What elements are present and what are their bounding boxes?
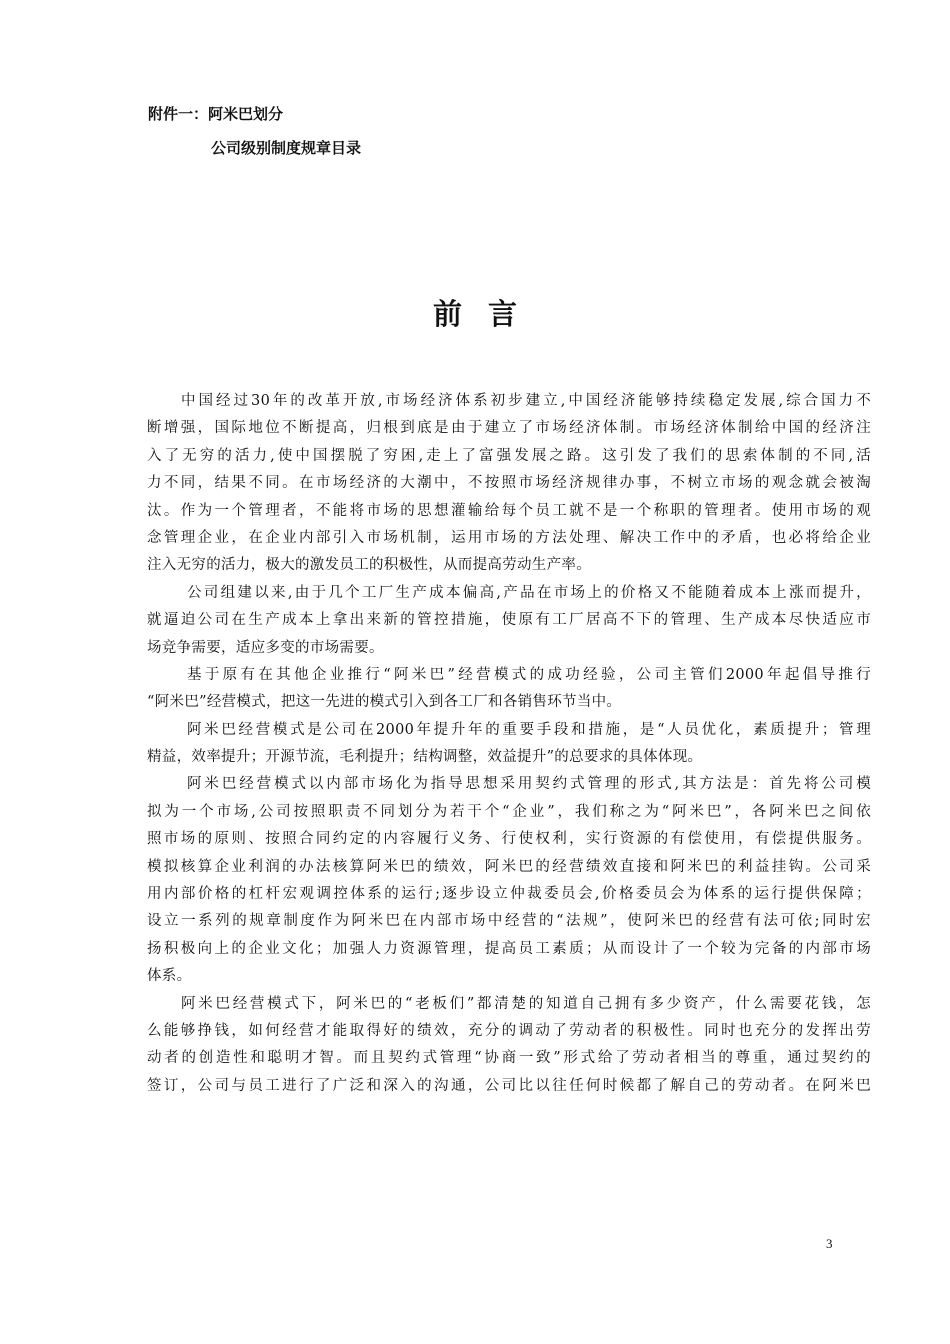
text-line: 精益，效率提升；开源节流，毛利提升；结构调整，效益提升”的总要求的具体体现。 xyxy=(147,749,703,766)
text-line: 入了无穷的活力,使中国摆脱了穷困,走上了富强发展之路。这引发了我们的思索体制的不同,活 xyxy=(147,447,871,464)
text-line: 设立一系列的规章制度作为阿米巴在内部市场中经营的“法规”，使阿米巴的经营有法可依;同时宏 xyxy=(147,913,871,930)
attachment-heading: 附件一：阿米巴划分 xyxy=(148,105,284,123)
text-line: 阿米巴经营模式下，阿米巴的“老板们”都清楚的知道自己拥有多少资产，什么需要花钱，怎 xyxy=(181,995,871,1012)
text-line: “阿米巴”经营模式，把这一先进的模式引入到各工厂和各销售环节当中。 xyxy=(147,694,622,711)
text-line: 动者的创造性和聪明才智。而且契约式管理“协商一致”形式给了劳动者相当的尊重，通过契约的 xyxy=(147,1050,871,1067)
text-line: 阿米巴经营模式是公司在2000年提升年的重要手段和措施，是“人员优化，素质提升；管理 xyxy=(187,721,871,738)
text-line: 中国经过30年的改革开放,市场经济体系初步建立,中国经济能够持续稳定发展,综合国力不 xyxy=(181,393,871,409)
text-line: 公司组建以来,由于几个工厂生产成本偏高,产品在市场上的价格又不能随着成本上涨而提升， xyxy=(187,584,871,601)
text-line: 用内部价格的杠杆宏观调控体系的运行;逐步设立仲裁委员会,价格委员会为体系的运行提供保障； xyxy=(147,886,871,903)
text-line: 断增强，国际地位不断提高，归根到底是由于建立了市场经济体制。市场经济体制给中国的经济注 xyxy=(147,420,871,437)
text-line: 么能够挣钱，如何经营才能取得好的绩效，充分的调动了劳动者的积极性。同时也充分的发挥出劳 xyxy=(147,1022,871,1039)
text-line: 模拟核算企业利润的办法核算阿米巴的绩效，阿米巴的经营绩效直接和阿米巴的利益挂钩。公司采 xyxy=(147,858,871,875)
preface-body xyxy=(147,388,871,1100)
page-number: 3 xyxy=(826,1236,833,1251)
text-line: 力不同，结果不同。在市场经济的大潮中，不按照市场经济规律办事，不树立市场的观念就会被淘 xyxy=(147,475,871,492)
page-title: 前言 xyxy=(432,297,543,331)
text-line: 汰。作为一个管理者，不能将市场的思想灌输给每个员工就不是一个称职的管理者。使用市场的观 xyxy=(147,502,871,519)
text-line: 照市场的原则、按照合同约定的内容履行义务、行使权利，实行资源的有偿使用，有偿提供服务。 xyxy=(147,831,871,848)
text-line: 阿米巴经营模式以内部市场化为指导思想采用契约式管理的形式,其方法是：首先将公司模 xyxy=(187,776,871,793)
text-line: 场竞争需要，适应多变的市场需要。 xyxy=(147,639,384,656)
text-line: 就逼迫公司在生产成本上拿出来新的管控措施，使原有工厂居高不下的管理、生产成本尽快适应市 xyxy=(147,612,871,629)
text-line: 体系。 xyxy=(147,968,192,985)
text-line: 基于原有在其他企业推行“阿米巴”经营模式的成功经验，公司主管们2000年起倡导推行 xyxy=(187,666,871,683)
text-line: 拟为一个市场,公司按照职责不同划分为若干个“企业”，我们称之为“阿米巴”，各阿米巴之间依 xyxy=(147,803,871,820)
text-line: 签订，公司与员工进行了广泛和深入的沟通，公司比以往任何时候都了解自己的劳动者。在阿米巴 xyxy=(147,1077,871,1094)
text-line: 扬积极向上的企业文化；加强人力资源管理，提高员工素质；从而设计了一个较为完备的内部市场 xyxy=(147,940,871,957)
text-line: 念管理企业，在企业内部引入市场机制，运用市场的方法处理、解决工作中的矛盾，也必将给企业 xyxy=(147,529,871,546)
catalog-subtitle: 公司级别制度规章目录 xyxy=(211,139,362,157)
text-line: 注入无穷的活力，极大的激发员工的积极性，从而提高劳动生产率。 xyxy=(147,557,591,574)
